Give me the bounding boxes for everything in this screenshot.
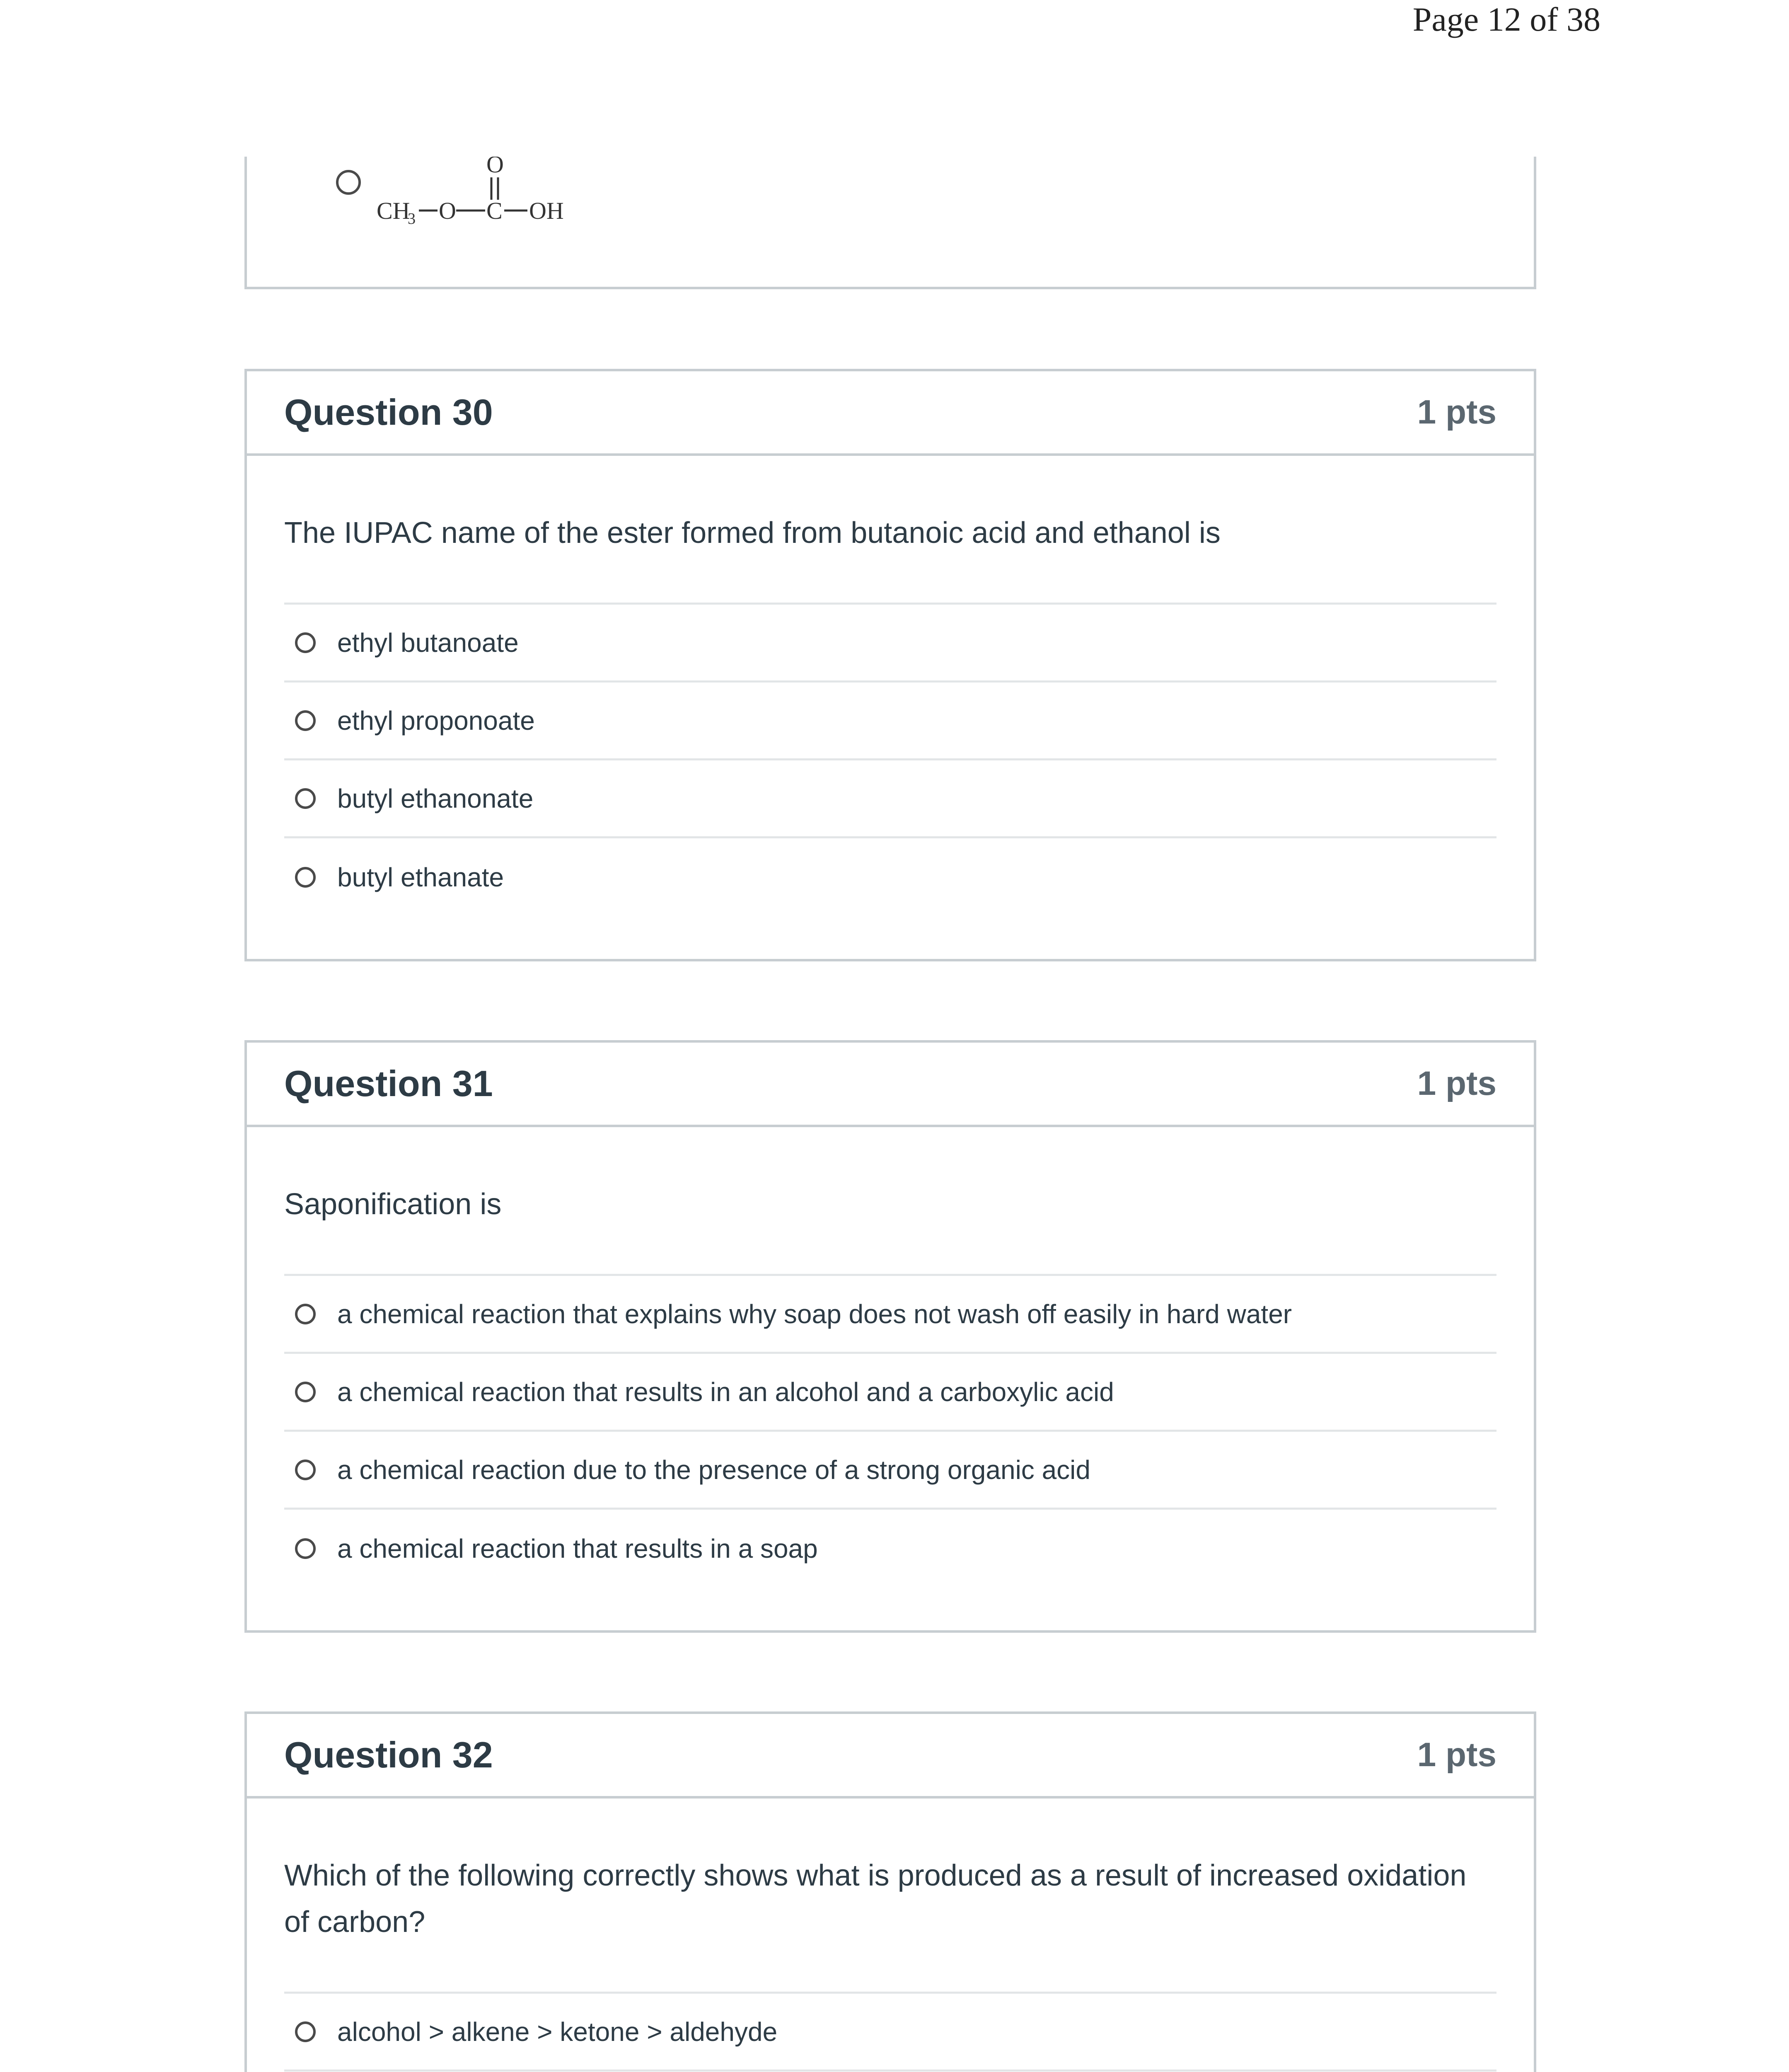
formula-ch3-subscript: 3 xyxy=(408,210,416,228)
answer-label: butyl ethanate xyxy=(337,862,504,892)
answer-option[interactable] xyxy=(284,760,1496,838)
formula-ch3: CH xyxy=(377,197,410,224)
question-header xyxy=(247,371,1534,456)
formula-carbonyl-o: O xyxy=(486,157,504,178)
answer-label: a chemical reaction that results in an alcohol and a carboxylic acid xyxy=(337,1377,1114,1407)
answer-radio[interactable] xyxy=(295,1538,316,1559)
answer-label: alcohol > alkene > ketone > aldehyde xyxy=(337,2016,778,2047)
question-points: 1 pts xyxy=(1417,393,1496,431)
answer-option[interactable] xyxy=(284,838,1496,916)
answer-radio[interactable] xyxy=(337,171,360,194)
answer-radio[interactable] xyxy=(295,1382,316,1402)
answer-list xyxy=(284,1274,1496,1588)
answer-label: a chemical reaction that explains why soap does not wash off easily in hard water xyxy=(337,1299,1292,1329)
answer-label: ethyl proponoate xyxy=(337,705,535,736)
answer-radio[interactable] xyxy=(295,788,316,809)
answer-option[interactable] xyxy=(284,683,1496,760)
question-title: Question 32 xyxy=(284,1734,493,1775)
question-card-31 xyxy=(244,1040,1536,1633)
answer-radio[interactable] xyxy=(295,710,316,731)
question-card-32 xyxy=(244,1711,1536,2072)
question-header xyxy=(247,1714,1534,1798)
answer-list xyxy=(284,603,1496,916)
answer-radio[interactable] xyxy=(295,2021,316,2042)
question-points: 1 pts xyxy=(1417,1065,1496,1102)
page-number: Page 12 of 38 xyxy=(1412,0,1600,38)
question-title: Question 30 xyxy=(284,392,493,433)
answer-option[interactable] xyxy=(284,605,1496,683)
formula-oh: OH xyxy=(529,197,564,224)
answer-option[interactable] xyxy=(284,1994,1496,2072)
question-text: Saponification is xyxy=(284,1188,502,1221)
answer-label: ethyl butanoate xyxy=(337,627,519,658)
previous-answer-option[interactable] xyxy=(282,157,572,289)
answer-option[interactable] xyxy=(284,1510,1496,1588)
question-text: The IUPAC name of the ester formed from butanoic acid and ethanol is xyxy=(284,516,1221,549)
formula-ether-o: O xyxy=(439,197,456,224)
answer-radio[interactable] xyxy=(295,1304,316,1324)
answer-option[interactable] xyxy=(284,1432,1496,1510)
question-card-30 xyxy=(244,369,1536,961)
answer-label: a chemical reaction that results in a soap xyxy=(337,1534,818,1564)
previous-question-card xyxy=(244,157,1536,289)
question-header xyxy=(247,1043,1534,1127)
answer-option[interactable] xyxy=(284,1276,1496,1354)
answer-radio[interactable] xyxy=(295,632,316,653)
answer-option[interactable] xyxy=(284,1354,1496,1432)
formula-carbon: C xyxy=(486,197,503,224)
answer-label: butyl ethanonate xyxy=(337,783,534,813)
question-text: Which of the following correctly shows what is produced as a result of increased oxidation of carbon? xyxy=(284,1859,1467,1939)
answer-radio[interactable] xyxy=(295,1460,316,1480)
question-points: 1 pts xyxy=(1417,1736,1496,1774)
answer-list xyxy=(284,1992,1496,2072)
answer-radio[interactable] xyxy=(295,867,316,888)
question-title: Question 31 xyxy=(284,1063,493,1104)
answer-label: a chemical reaction due to the presence of a strong organic acid xyxy=(337,1455,1090,1485)
